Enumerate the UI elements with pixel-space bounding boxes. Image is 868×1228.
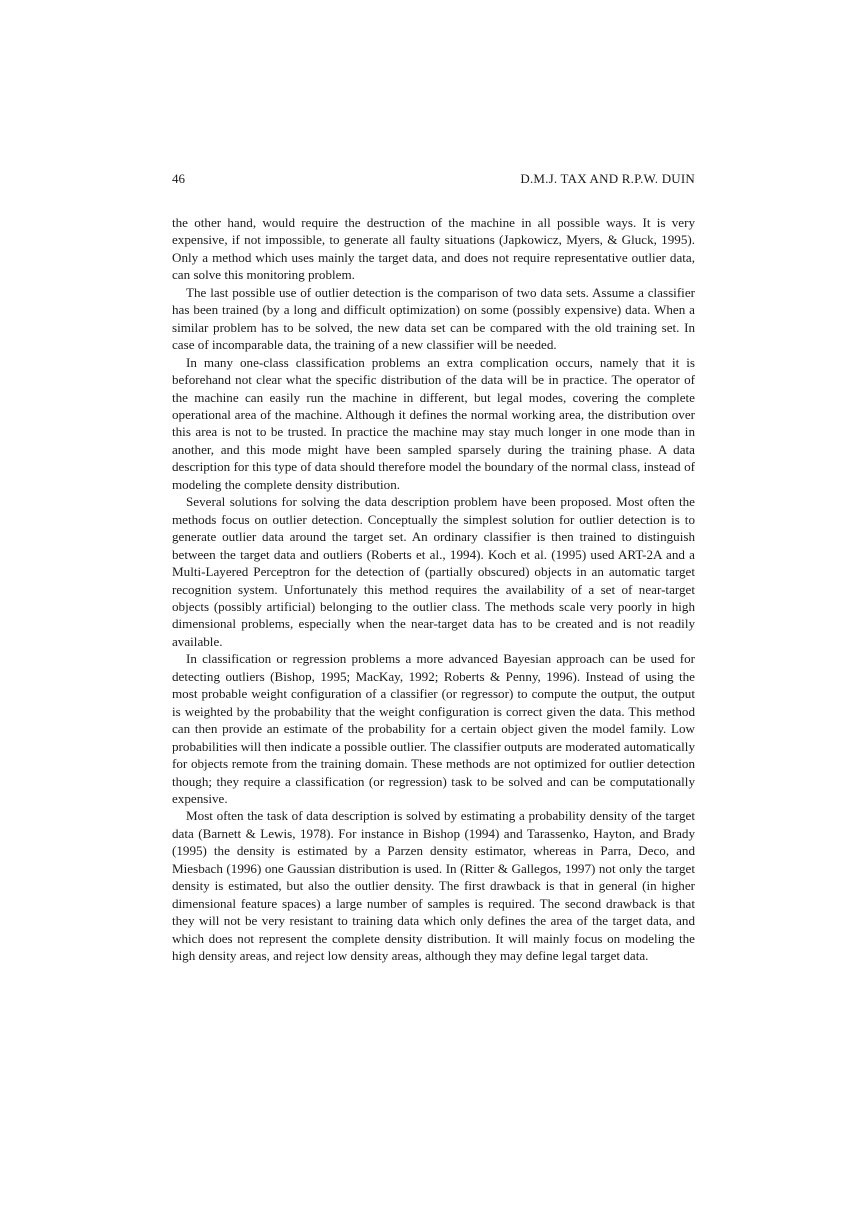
paragraph-bayesian-approach: In classification or regression problems a more advanced Bayesian approach can be used for detecting outliers (Bishop, 1995; MacKay, 1992; Roberts & Penny, 1996). Instead of using the most probable weight configuration of a classifier (or regressor) to compute the output, the output is weighted by the probability that the weight configuration is correct given the data. This method can then provide an estimate of the probability for a certain object given the model family. Low probabilities will then indicate a possible outlier. The classifier outputs are moderated automatically for objects remote from the training domain. These methods are not optimized for outlier detection though; they require a classification (or regression) task to be solved and can be computationally expensive. bbox=[172, 651, 695, 806]
running-head: D.M.J. TAX AND R.P.W. DUIN bbox=[520, 171, 695, 186]
page-header bbox=[172, 170, 695, 188]
paragraph-one-class-complication: In many one-class classification problems an extra complication occurs, namely that it is beforehand not clear what the specific distribution of the data will be in practice. The operator of the machine can easily run the machine in different, but legal modes, covering the complete operational area of the machine. Although it defines the normal working area, the distribution over this area is not to be trusted. In practice the machine may stay much longer in one mode than in another, and this mode might have been sampled sparsely during the training phase. A data description for this type of data should therefore model the boundary of the normal class, instead of modeling the complete density distribution. bbox=[172, 354, 695, 492]
paragraph-comparison-data-sets: The last possible use of outlier detection is the comparison of two data sets. Assume a classifier has been trained (by a long and difficult optimization) on some (possibly expensive) data. When a similar problem has to be solved, the new data set can be compared with the old training set. In case of incomparable data, the training of a new classifier will be needed. bbox=[172, 284, 695, 353]
paragraph-density-estimation: Most often the task of data description is solved by estimating a probability density of the target data (Barnett & Lewis, 1978). For instance in Bishop (1994) and Tarassenko, Hayton, and Brady (1995) the density is estimated by a Parzen density estimator, whereas in Parra, Deco, and Miesbach (1996) one Gaussian distribution is used. In (Ritter & Gallegos, 1997) not only the target density is estimated, but also the outlier density. The first drawback is that in general (in higher dimensional feature spaces) a large number of samples is required. The second drawback is that they will not be very resistant to training data which only defines the area of the target data, and which does not represent the complete density distribution. It will mainly focus on modeling the high density areas, and reject low density areas, although they may define legal target data. bbox=[172, 808, 695, 964]
paragraph-continued: the other hand, would require the destruction of the machine in all possible ways. It is very expensive, if not impossible, to generate all faulty situations (Japkowicz, Myers, & Gluck, 1995). Only a method which uses mainly the target data, and does not require representative outlier data, can solve this monitoring problem. bbox=[172, 215, 695, 283]
page-number: 46 bbox=[172, 171, 185, 186]
body-text bbox=[172, 214, 695, 964]
paragraph-outlier-generation: Several solutions for solving the data description problem have been proposed. Most often the methods focus on outlier detection. Conceptually the simplest solution for outlier detection is to generate outlier data around the target set. An ordinary classifier is then trained to distinguish between the target data and outliers (Roberts et al., 1994). Koch et al. (1995) used ART-2A and a Multi-Layered Perceptron for the detection of (partially obscured) objects in an automatic target recognition system. Unfortunately this method requires the availability of a set of near-target objects (possibly artificial) belonging to the outlier class. The methods scale very poorly in high dimensional problems, especially when the near-target data has to be created and is not readily available. bbox=[172, 494, 695, 649]
